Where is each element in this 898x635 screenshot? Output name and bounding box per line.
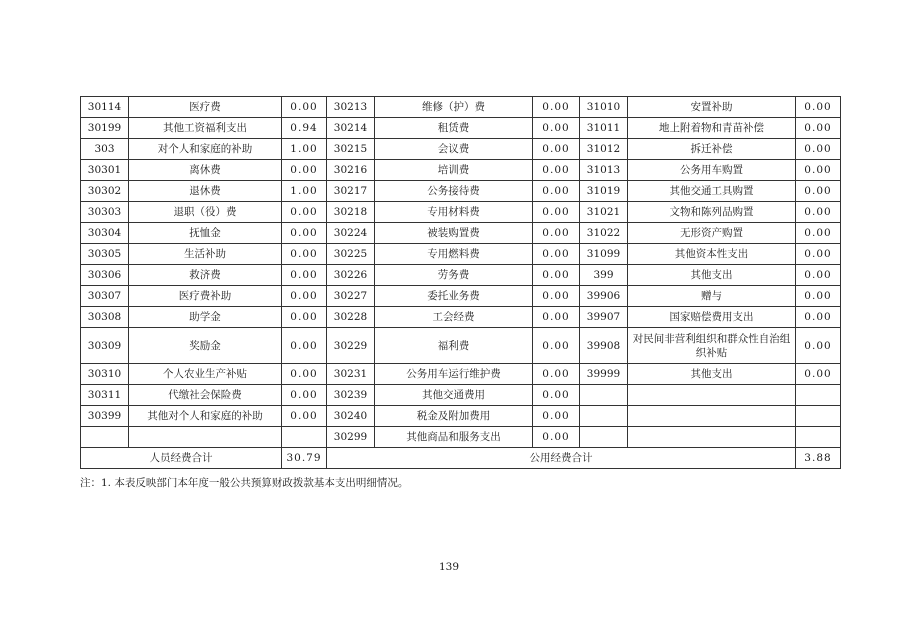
cell-amount: 1.00 <box>282 139 327 160</box>
cell-name: 其他工资福利支出 <box>129 118 282 139</box>
cell-amount <box>796 406 841 427</box>
cell-amount: 0.00 <box>533 202 580 223</box>
cell-amount: 0.00 <box>533 286 580 307</box>
cell-name: 其他支出 <box>628 265 796 286</box>
cell-amount <box>796 427 841 448</box>
cell-amount: 0.00 <box>796 265 841 286</box>
cell-name: 地上附着物和青苗补偿 <box>628 118 796 139</box>
cell-code: 30226 <box>327 265 375 286</box>
cell-amount: 0.00 <box>282 364 327 385</box>
table-row <box>81 160 841 181</box>
cell-name: 租赁费 <box>375 118 533 139</box>
cell-amount: 0.00 <box>796 328 841 364</box>
table-row <box>81 244 841 265</box>
cell-name <box>129 427 282 448</box>
table-row <box>81 118 841 139</box>
cell-code: 30307 <box>81 286 129 307</box>
table-row <box>81 139 841 160</box>
cell-amount: 0.00 <box>533 328 580 364</box>
cell-code: 31010 <box>580 97 628 118</box>
cell-amount: 0.00 <box>282 97 327 118</box>
cell-code: 30299 <box>327 427 375 448</box>
cell-name: 委托业务费 <box>375 286 533 307</box>
cell-name: 拆迁补偿 <box>628 139 796 160</box>
cell-amount: 0.00 <box>533 139 580 160</box>
cell-name: 国家赔偿费用支出 <box>628 307 796 328</box>
cell-name: 劳务费 <box>375 265 533 286</box>
cell-name: 赠与 <box>628 286 796 307</box>
cell-code <box>580 427 628 448</box>
cell-code: 30310 <box>81 364 129 385</box>
cell-code: 30199 <box>81 118 129 139</box>
cell-code: 30217 <box>327 181 375 202</box>
cell-amount: 0.00 <box>796 202 841 223</box>
cell-amount: 0.00 <box>533 385 580 406</box>
cell-amount: 0.00 <box>282 223 327 244</box>
public-total-value: 3.88 <box>796 448 841 469</box>
cell-code: 31012 <box>580 139 628 160</box>
cell-amount: 0.94 <box>282 118 327 139</box>
cell-name: 其他支出 <box>628 364 796 385</box>
table-row <box>81 97 841 118</box>
cell-code: 31022 <box>580 223 628 244</box>
cell-amount: 0.00 <box>533 427 580 448</box>
totals-row <box>81 448 841 469</box>
cell-code: 31021 <box>580 202 628 223</box>
cell-code: 30309 <box>81 328 129 364</box>
cell-name: 其他交通费用 <box>375 385 533 406</box>
table-row <box>81 265 841 286</box>
personnel-total-label: 人员经费合计 <box>81 448 282 469</box>
cell-amount: 0.00 <box>796 181 841 202</box>
cell-amount: 0.00 <box>282 286 327 307</box>
cell-code: 30225 <box>327 244 375 265</box>
cell-amount: 0.00 <box>282 307 327 328</box>
cell-amount: 0.00 <box>282 406 327 427</box>
cell-name: 公务用车运行维护费 <box>375 364 533 385</box>
cell-code: 303 <box>81 139 129 160</box>
cell-amount: 0.00 <box>533 97 580 118</box>
cell-name <box>628 427 796 448</box>
cell-code <box>580 406 628 427</box>
cell-code: 39999 <box>580 364 628 385</box>
cell-name: 离休费 <box>129 160 282 181</box>
cell-name: 文物和陈列品购置 <box>628 202 796 223</box>
cell-amount: 0.00 <box>282 265 327 286</box>
table-row <box>81 286 841 307</box>
cell-amount: 0.00 <box>796 118 841 139</box>
table-row <box>81 223 841 244</box>
cell-code: 30229 <box>327 328 375 364</box>
cell-code: 30240 <box>327 406 375 427</box>
cell-code: 30311 <box>81 385 129 406</box>
cell-amount: 0.00 <box>796 97 841 118</box>
cell-code: 399 <box>580 265 628 286</box>
table-row <box>81 364 841 385</box>
cell-code: 30227 <box>327 286 375 307</box>
cell-name: 培训费 <box>375 160 533 181</box>
cell-code: 30214 <box>327 118 375 139</box>
cell-code: 30224 <box>327 223 375 244</box>
cell-code: 30228 <box>327 307 375 328</box>
cell-code: 30218 <box>327 202 375 223</box>
cell-amount: 0.00 <box>533 406 580 427</box>
cell-code: 31011 <box>580 118 628 139</box>
cell-amount <box>796 385 841 406</box>
cell-name: 安置补助 <box>628 97 796 118</box>
cell-code: 30303 <box>81 202 129 223</box>
cell-amount: 0.00 <box>282 328 327 364</box>
cell-name: 退职（役）费 <box>129 202 282 223</box>
cell-name: 专用材料费 <box>375 202 533 223</box>
cell-amount: 0.00 <box>533 181 580 202</box>
cell-name: 医疗费 <box>129 97 282 118</box>
cell-code: 30305 <box>81 244 129 265</box>
cell-name: 工会经费 <box>375 307 533 328</box>
cell-code: 39907 <box>580 307 628 328</box>
cell-code: 30231 <box>327 364 375 385</box>
cell-amount: 0.00 <box>282 244 327 265</box>
cell-amount: 0.00 <box>796 286 841 307</box>
cell-code: 30304 <box>81 223 129 244</box>
cell-name: 对个人和家庭的补助 <box>129 139 282 160</box>
cell-amount: 0.00 <box>282 202 327 223</box>
cell-code: 30306 <box>81 265 129 286</box>
public-total-label: 公用经费合计 <box>327 448 796 469</box>
cell-name: 生活补助 <box>129 244 282 265</box>
cell-name: 其他资本性支出 <box>628 244 796 265</box>
cell-code: 31099 <box>580 244 628 265</box>
cell-amount: 1.00 <box>282 181 327 202</box>
cell-code: 30215 <box>327 139 375 160</box>
cell-amount: 0.00 <box>796 223 841 244</box>
table-row <box>81 427 841 448</box>
cell-amount: 0.00 <box>533 223 580 244</box>
cell-name: 其他对个人和家庭的补助 <box>129 406 282 427</box>
cell-amount: 0.00 <box>796 307 841 328</box>
cell-code: 30308 <box>81 307 129 328</box>
cell-name: 个人农业生产补贴 <box>129 364 282 385</box>
cell-name: 助学金 <box>129 307 282 328</box>
table-row <box>81 385 841 406</box>
table-row <box>81 202 841 223</box>
cell-code: 39906 <box>580 286 628 307</box>
cell-code: 31019 <box>580 181 628 202</box>
cell-amount: 0.00 <box>533 160 580 181</box>
cell-name: 会议费 <box>375 139 533 160</box>
cell-code: 30239 <box>327 385 375 406</box>
cell-name: 退休费 <box>129 181 282 202</box>
cell-code: 30301 <box>81 160 129 181</box>
cell-name: 公务用车购置 <box>628 160 796 181</box>
cell-amount: 0.00 <box>796 160 841 181</box>
cell-name: 奖励金 <box>129 328 282 364</box>
table-row <box>81 307 841 328</box>
cell-name: 其他商品和服务支出 <box>375 427 533 448</box>
cell-amount: 0.00 <box>796 364 841 385</box>
cell-code: 31013 <box>580 160 628 181</box>
cell-amount: 0.00 <box>533 364 580 385</box>
cell-name: 对民间非营利组织和群众性自治组织补贴 <box>628 328 796 364</box>
cell-code <box>81 427 129 448</box>
cell-code: 30302 <box>81 181 129 202</box>
table-row <box>81 181 841 202</box>
page-number: 139 <box>438 561 460 573</box>
cell-amount: 0.00 <box>533 244 580 265</box>
cell-name: 专用燃料费 <box>375 244 533 265</box>
table-note: 注：1. 本表反映部门本年度一般公共预算财政拨款基本支出明细情况。 <box>80 477 409 489</box>
cell-name: 医疗费补助 <box>129 286 282 307</box>
cell-name: 维修（护）费 <box>375 97 533 118</box>
cell-code: 30216 <box>327 160 375 181</box>
cell-name: 福利费 <box>375 328 533 364</box>
cell-amount: 0.00 <box>533 118 580 139</box>
cell-name: 救济费 <box>129 265 282 286</box>
cell-amount: 0.00 <box>533 307 580 328</box>
cell-code <box>580 385 628 406</box>
cell-code: 39908 <box>580 328 628 364</box>
cell-code: 30213 <box>327 97 375 118</box>
table-row <box>81 328 841 364</box>
budget-expenditure-table <box>80 96 841 469</box>
cell-name: 其他交通工具购置 <box>628 181 796 202</box>
cell-code: 30399 <box>81 406 129 427</box>
table-row <box>81 406 841 427</box>
cell-name: 代缴社会保险费 <box>129 385 282 406</box>
cell-name: 公务接待费 <box>375 181 533 202</box>
cell-amount: 0.00 <box>796 139 841 160</box>
cell-amount: 0.00 <box>282 160 327 181</box>
cell-name: 抚恤金 <box>129 223 282 244</box>
cell-amount: 0.00 <box>533 265 580 286</box>
cell-name: 无形资产购置 <box>628 223 796 244</box>
personnel-total-value: 30.79 <box>282 448 327 469</box>
cell-name <box>628 385 796 406</box>
cell-amount: 0.00 <box>282 385 327 406</box>
cell-amount: 0.00 <box>796 244 841 265</box>
cell-name <box>628 406 796 427</box>
cell-amount <box>282 427 327 448</box>
cell-code: 30114 <box>81 97 129 118</box>
cell-name: 税金及附加费用 <box>375 406 533 427</box>
cell-name: 被装购置费 <box>375 223 533 244</box>
